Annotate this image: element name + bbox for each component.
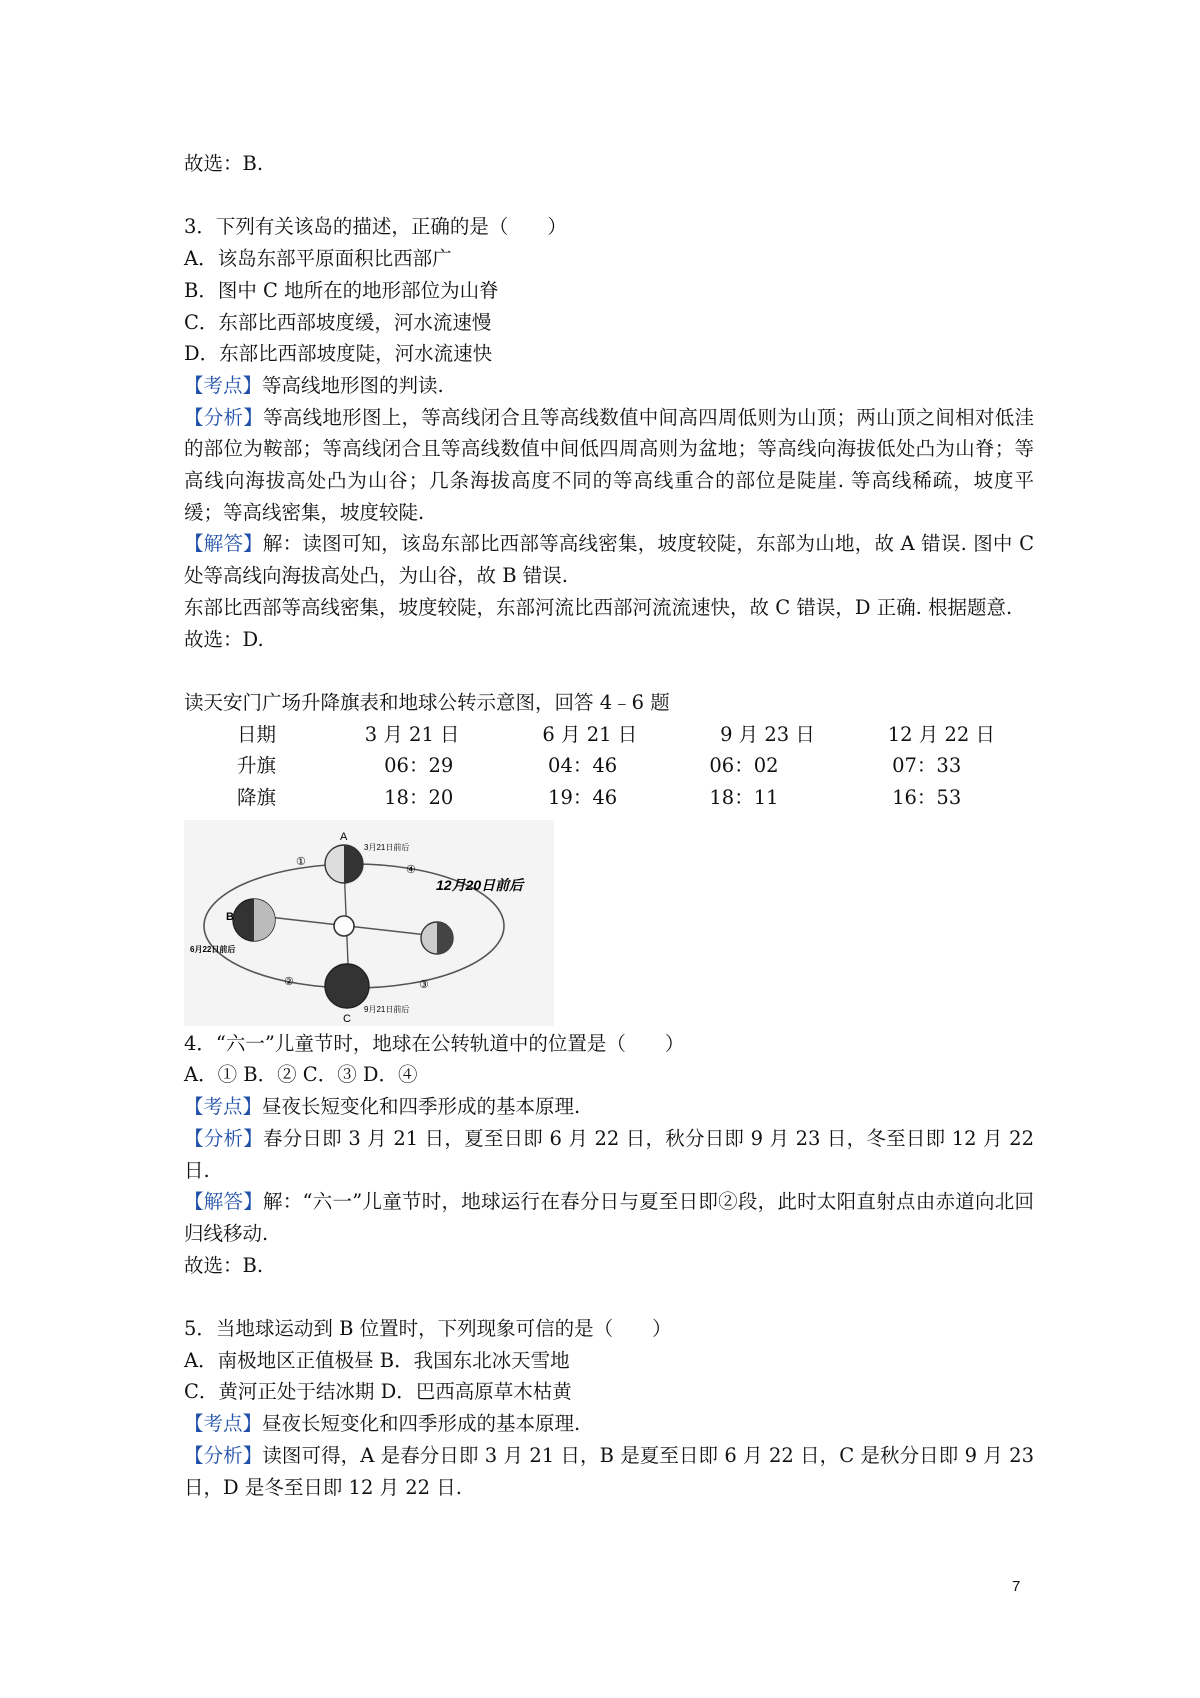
q3-option-d: D．东部比西部坡度陡，河水流速快 [184, 342, 493, 366]
q3-option-a: A．该岛东部平原面积比西部广 [184, 247, 452, 271]
table-row [184, 750, 1034, 782]
table-cell: 9 月 23 日 [720, 722, 815, 746]
table-cell: 3 月 21 日 [364, 722, 460, 746]
kaodian-tag: 【考点】 [184, 1412, 263, 1436]
jieda-text: 解：“六一”儿童节时，地球运行在春分日与夏至日即②段，此时太阳直射点由赤道向北回归线移动. [184, 1190, 1034, 1245]
fenxi-text: 春分日即 3 月 21 日，夏至日即 6 月 22 日，秋分日即 9 月 23 日，冬至日即 12 月 22 日. [184, 1126, 1034, 1182]
page-number: 7 [1012, 1578, 1021, 1595]
table-cell: 18：20 [384, 786, 454, 809]
jieda-tag: 【解答】 [184, 532, 263, 556]
table-cell: 日期 [237, 722, 277, 746]
q5-kaodian [184, 1408, 1034, 1440]
q5-fenxi [184, 1440, 1034, 1503]
q3-option-b: B．图中 C 地所在的地形部位为山脊 [184, 278, 499, 302]
orbit-diagram [184, 820, 554, 1026]
date-d: 12月20日前后 [436, 876, 524, 893]
section-intro: 读天安门广场升降旗表和地球公转示意图，回答 4﹣6 题 [184, 690, 670, 714]
label-b: B [226, 910, 234, 923]
fenxi-text: 等高线地形图上，等高线闭合且等高线数值中间高四周低则为山顶；两山顶之间相对低洼的部位为鞍部；等高线闭合且等高线数值中间低四周高则为盆地；等高线向海拔低处凸为山脊；等高线向海拔高处凸为山谷；几条海拔高度不同的等高线重合的部位是陡崖. 等高线稀疏，坡度平缓；等高线密集，坡度较陡. [184, 405, 1034, 524]
earth-orbit-figure [184, 820, 554, 1026]
table-cell: 04：46 [548, 754, 618, 778]
q3-fenxi [184, 402, 1034, 529]
fenxi-tag: 【分析】 [184, 1126, 263, 1150]
q3-kaodian [184, 370, 1034, 402]
kaodian-tag: 【考点】 [184, 1095, 263, 1119]
jieda-tag: 【解答】 [184, 1190, 264, 1214]
q4-kaodian [184, 1091, 1034, 1123]
question-4-stem: 4．“六一”儿童节时，地球在公转轨道中的位置是（ ） [184, 1031, 685, 1055]
table-cell: 06：29 [384, 754, 454, 778]
segment-1: ① [296, 854, 306, 868]
table-cell: 07：33 [892, 754, 962, 778]
segment-2: ② [284, 974, 294, 988]
date-b: 6月22日前后 [190, 944, 236, 954]
table-cell: 19：46 [548, 786, 618, 809]
q5-options-1: A．南极地区正值极昼 B．我国东北冰天雪地 [184, 1348, 570, 1372]
answer-line: 故选：B. [184, 152, 264, 175]
kaodian-text: 等高线地形图的判读. [262, 373, 444, 397]
flag-schedule-table [184, 719, 1034, 814]
jieda-text: 解：读图可知，该岛东部比西部等高线密集，坡度较陡，东部为山地，故 A 错误. 图中 C 处等高线向海拔高处凸，为山谷，故 B 错误. [184, 532, 1034, 588]
page-content [184, 148, 1034, 1503]
q4-options: A．① B．② C．③ D．④ [184, 1063, 418, 1087]
q3-jieda-2: 东部比西部等高线密集，坡度较陡，东部河流比西部河流流速快，故 C 错误，D 正确. 根据题意. [184, 595, 1013, 619]
table-cell: 18：11 [709, 786, 779, 809]
fenxi-tag: 【分析】 [184, 405, 264, 429]
earth-c-icon [325, 964, 369, 1008]
kaodian-tag: 【考点】 [184, 373, 263, 397]
table-cell: 06：02 [709, 754, 779, 778]
date-a: 3月21日前后 [364, 842, 410, 852]
kaodian-text: 昼夜长短变化和四季形成的基本原理. [262, 1412, 581, 1436]
table-cell: 升旗 [237, 754, 277, 778]
table-row [184, 782, 1034, 814]
question-5-stem: 5．当地球运动到 B 位置时，下列现象可信的是（ ） [184, 1317, 672, 1340]
table-cell: 12 月 22 日 [887, 722, 995, 746]
label-c: C [343, 1012, 351, 1025]
table-cell: 16：53 [892, 786, 962, 809]
q4-answer: 故选：B. [184, 1253, 264, 1277]
q3-jieda [184, 528, 1034, 591]
sun-icon [334, 916, 354, 936]
q5-options-2: C．黄河正处于结冰期 D．巴西高原草木枯黄 [184, 1380, 572, 1404]
table-cell: 降旗 [237, 786, 277, 809]
q4-jieda [184, 1186, 1034, 1249]
earth-b-light [254, 899, 275, 941]
q3-option-c: C．东部比西部坡度缓，河水流速慢 [184, 310, 492, 334]
fenxi-text: 读图可得，A 是春分日即 3 月 21 日，B 是夏至日即 6 月 22 日，C 是秋分日即 9 月 23 日，D 是冬至日即 12 月 22 日. [184, 1443, 1034, 1499]
earth-a-shadow [344, 845, 363, 883]
segment-4: ④ [406, 862, 416, 876]
segment-3: ③ [419, 977, 429, 991]
question-3-stem: 3．下列有关该岛的描述，正确的是（ ） [184, 215, 567, 239]
table-cell: 6 月 21 日 [542, 722, 638, 746]
earth-d-shadow [437, 922, 453, 954]
table-header-row [184, 719, 1034, 751]
date-c: 9月21日前后 [364, 1004, 410, 1014]
q3-answer: 故选：D. [184, 627, 264, 651]
q4-fenxi [184, 1123, 1034, 1186]
kaodian-text: 昼夜长短变化和四季形成的基本原理. [262, 1095, 581, 1119]
fenxi-tag: 【分析】 [184, 1443, 263, 1467]
label-a: A [340, 830, 348, 843]
